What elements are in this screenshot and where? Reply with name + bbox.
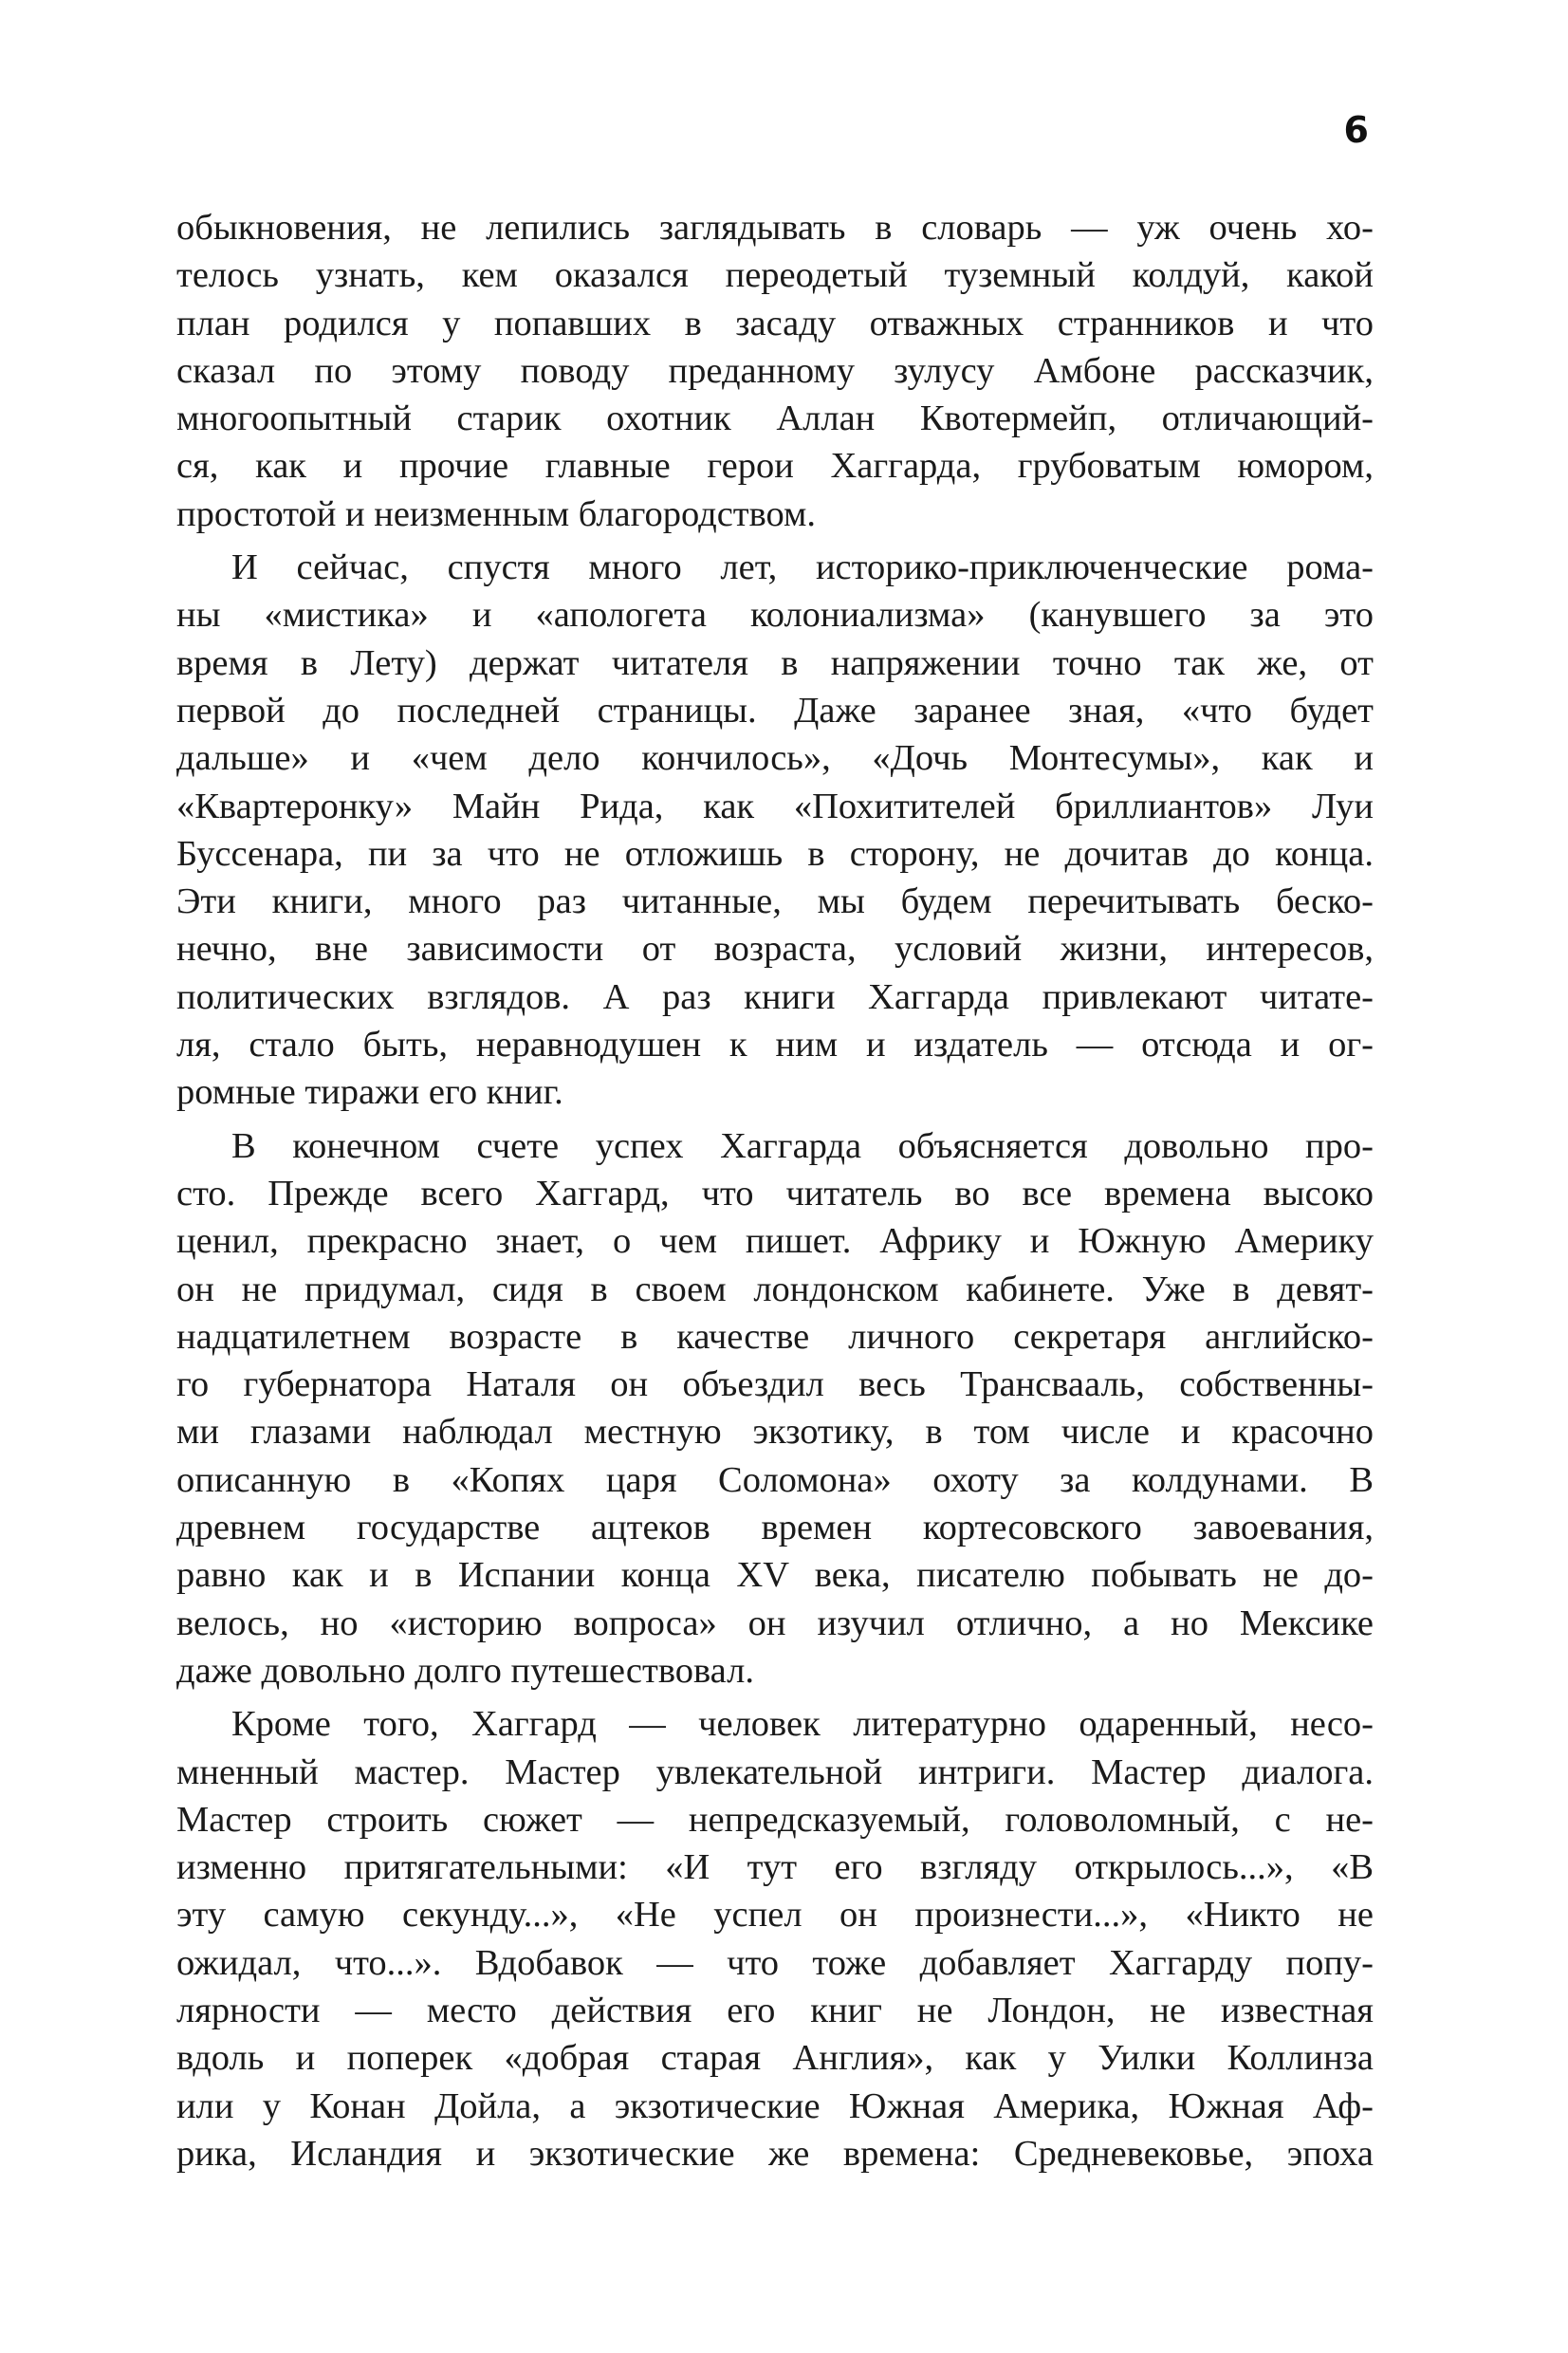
text-line: Эти книги, много раз читанные, мы будем перечитывать беско- <box>176 881 1374 922</box>
text-line: сказал по этому поводу преданному зулусу Амбоне рассказчик, <box>176 350 1374 391</box>
paragraph <box>176 1700 1374 2177</box>
text-line: или у Конан Дойла, а экзотические Южная Америка, Южная Аф- <box>176 2085 1374 2126</box>
text-line: простотой и неизменным благородством. <box>176 493 817 534</box>
text-line: Буссенара, пи за что не отложишь в сторону, не дочитав до конца. <box>176 833 1374 874</box>
text-line: нечно, вне зависимости от возраста, условий жизни, интересов, <box>176 929 1374 970</box>
text-line: И сейчас, спустя много лет, историко-приключенческие рома- <box>231 547 1374 588</box>
text-line: первой до последней страницы. Даже заранее зная, «что будет <box>176 690 1374 731</box>
text-line: сто. Прежде всего Хаггард, что читатель во все времена высоко <box>176 1173 1374 1214</box>
text-line: го губернатора Наталя он объездил весь Трансвааль, собственны- <box>176 1364 1374 1405</box>
text-line: Кроме того, Хаггард — человек литературно одаренный, несо- <box>231 1704 1374 1745</box>
text-line: эту самую секунду...», «Не успел он произнести...», «Никто не <box>176 1895 1374 1936</box>
text-line: ны «мистика» и «апологета колониализма» (канувшего за это <box>176 595 1374 636</box>
text-line: надцатилетнем возрасте в качестве личного секретаря английско- <box>176 1316 1374 1357</box>
paragraph <box>176 544 1374 1117</box>
page-number: 6 <box>1343 109 1369 151</box>
text-line: изменно притягательными: «И тут его взгляду открылось...», «В <box>176 1847 1374 1888</box>
text-line: лярности — место действия его книг не Лондон, не известная <box>176 1990 1374 2030</box>
text-line: обыкновения, не лепились заглядывать в словарь — уж очень хо- <box>176 208 1374 248</box>
text-line: рика, Исландия и экзотические же времена: Средневековье, эпоха <box>176 2133 1374 2174</box>
text-line: телось узнать, кем оказался переодетый туземный колдуй, какой <box>176 255 1374 296</box>
text-line: равно как и в Испании конца XV века, писателю побывать не до- <box>176 1555 1374 1596</box>
text-line: велось, но «историю вопроса» он изучил отлично, а но Мексике <box>176 1603 1374 1643</box>
text-line: ожидал, что...». Вдобавок — что тоже добавляет Хаггарду попу- <box>176 1942 1374 1983</box>
text-line: мненный мастер. Мастер увлекательной интриги. Мастер диалога. <box>176 1751 1374 1792</box>
text-line: политических взглядов. А раз книги Хаггарда привлекают читате- <box>176 976 1374 1017</box>
paragraph <box>176 204 1374 538</box>
text-line: он не придумал, сидя в своем лондонском кабинете. Уже в девят- <box>176 1269 1374 1309</box>
text-line: время в Лету) держат читателя в напряжении точно так же, от <box>176 642 1374 683</box>
text-line: ми глазами наблюдал местную экзотику, в том числе и красочно <box>176 1412 1374 1453</box>
text-line: описанную в «Копях царя Соломона» охоту за колдунами. В <box>176 1459 1374 1500</box>
paragraph <box>176 1122 1374 1695</box>
text-line: Мастер строить сюжет — непредсказуемый, головоломный, с не- <box>176 1799 1374 1840</box>
text-line: многоопытный старик охотник Аллан Квотермейп, отличающий- <box>176 398 1374 439</box>
page-body <box>176 204 1374 2183</box>
text-line: ромные тиражи его книг. <box>176 1072 563 1113</box>
text-line: В конечном счете успех Хаггарда объясняется довольно про- <box>231 1125 1374 1166</box>
text-line: дальше» и «чем дело кончилось», «Дочь Монтесумы», как и <box>176 738 1374 779</box>
text-line: план родился у попавших в засаду отважных странников и что <box>176 303 1374 343</box>
text-line: вдоль и поперек «добрая старая Англия», как у Уилки Коллинза <box>176 2038 1374 2079</box>
text-line: ся, как и прочие главные герои Хаггарда, грубоватым юмором, <box>176 446 1374 487</box>
text-line: ценил, прекрасно знает, о чем пишет. Африку и Южную Америку <box>176 1221 1374 1262</box>
text-line: древнем государстве ацтеков времен кортесовского завоевания, <box>176 1508 1374 1548</box>
text-line: ля, стало быть, неравнодушен к ним и издатель — отсюда и ог- <box>176 1025 1374 1065</box>
text-line: даже довольно долго путешествовал. <box>176 1650 754 1691</box>
text-line: «Квартеронку» Майн Рида, как «Похитителей бриллиантов» Луи <box>176 786 1374 826</box>
